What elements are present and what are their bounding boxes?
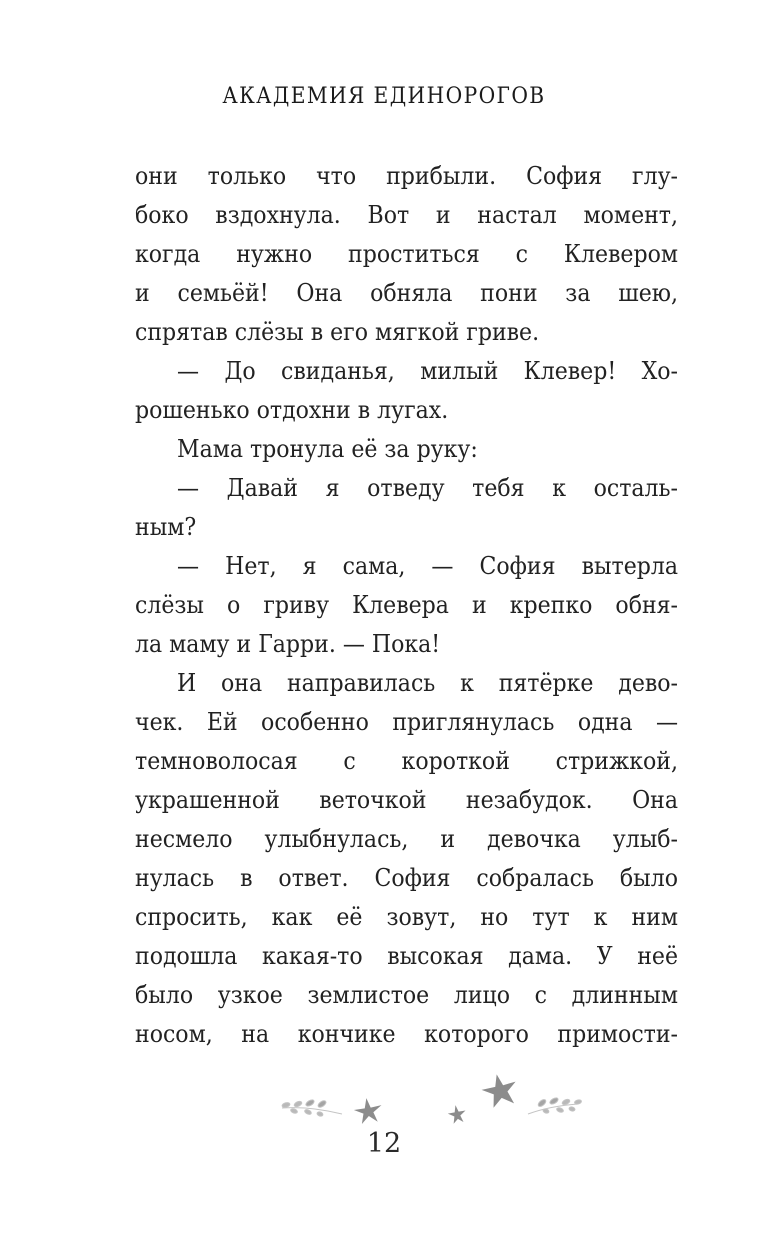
text-line: — Нет, я сама, — София вытерла (177, 551, 678, 580)
text-line: рошенько отдохни в лугах. (135, 395, 449, 424)
text-line: и семьёй! Она обняла пони за шею, (135, 278, 678, 307)
text-line: боко вздохнула. Вот и настал момент, (135, 200, 678, 229)
text-line: несмело улыбнулась, и девочка улыб- (135, 824, 678, 853)
page-number: 12 (366, 1128, 402, 1159)
star-icon (447, 1104, 468, 1125)
body-text (135, 156, 678, 1053)
text-line: они только что прибыли. София глу- (135, 161, 678, 190)
text-line: когда нужно проститься с Клевером (135, 239, 678, 268)
text-line: ла маму и Гарри. — Пока! (135, 629, 441, 658)
text-line: чек. Ей особенно приглянулась одна — (135, 707, 678, 736)
text-line: слёзы о гриву Клевера и крепко обня- (135, 590, 678, 619)
text-line: — Давай я отведу тебя к осталь- (177, 473, 678, 502)
text-line: Мама тронула её за руку: (177, 434, 478, 463)
text-line: ным? (135, 512, 197, 541)
text-line: носом, на кончике которого примости- (135, 1019, 678, 1048)
branch-icon (528, 1097, 582, 1114)
text-line: И она направилась к пятёрке дево- (177, 668, 678, 697)
page-ornament (270, 1070, 590, 1130)
star-icon (352, 1096, 383, 1125)
star-icon (479, 1071, 520, 1110)
text-line: — До свиданья, милый Клевер! Хо- (177, 356, 678, 385)
text-line: спрятав слёзы в его мягкой гриве. (135, 317, 540, 346)
text-line: подошла какая-то высокая дама. У неё (135, 941, 678, 970)
text-line: спросить, как её зовут, но тут к ним (135, 902, 678, 931)
branch-icon (282, 1099, 342, 1117)
text-line: украшенной веточкой незабудок. Она (135, 785, 678, 814)
text-line: нулась в ответ. София собралась было (135, 863, 678, 892)
running-header: АКАДЕМИЯ ЕДИНОРОГОВ (222, 84, 546, 109)
text-line: было узкое землистое лицо с длинным (135, 980, 678, 1009)
text-line: темноволосая с короткой стрижкой, (135, 746, 678, 775)
